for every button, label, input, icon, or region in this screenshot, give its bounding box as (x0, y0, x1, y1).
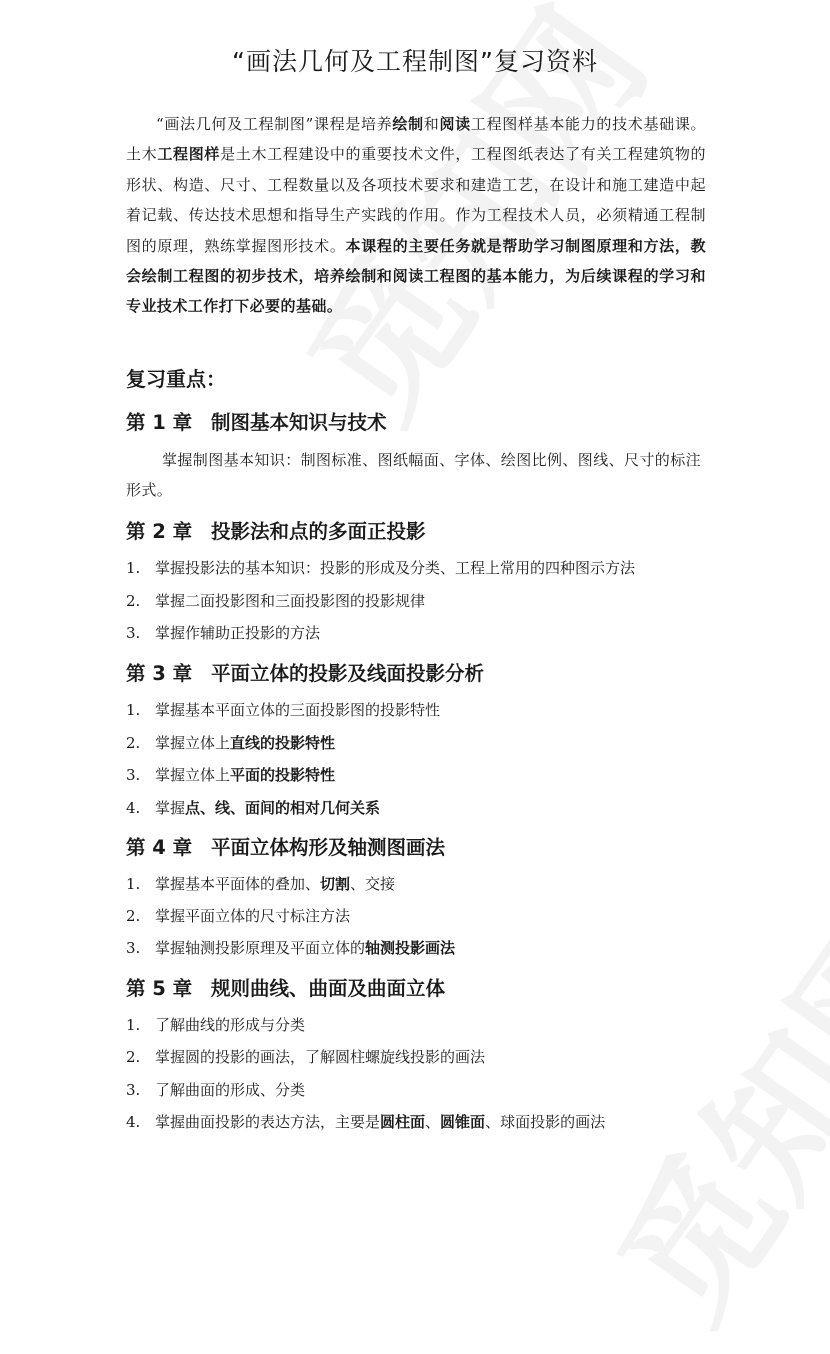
chapter-number: 第 3 章 (126, 662, 193, 685)
item-text: 、交接 (350, 875, 396, 893)
list-item (126, 1014, 305, 1035)
intro-text: 工程图样基本能力的技术基础课。土木 (126, 115, 706, 164)
item-number: 2. (126, 592, 141, 610)
intro-text: “画法几何及工程制图”课程是培养 (156, 115, 393, 133)
document-title: “画法几何及工程制图”复习资料 (232, 47, 598, 76)
list-item (126, 699, 440, 720)
item-text: 了解曲面的形成、分类 (155, 1081, 306, 1099)
chapter-title: 规则曲线、曲面及曲面立体 (211, 977, 446, 1000)
chapter-5-heading (126, 973, 445, 1001)
intro-text: 是土木工程建设中的重要技术文件，工程图纸表达了有关工程建筑物的形状、构造、尺寸、工程数量以及各项技术要求和建造工艺，在设计和施工建造中起着记载、传达技术思想和指导生产实践的作用。作为工程技术人员，必须精通工程制图的原理，熟练掌握图形技术。 (126, 145, 706, 255)
list-item (126, 590, 425, 611)
chapter-title: 平面立体构形及轴测图画法 (211, 836, 446, 859)
chapter-number: 第 4 章 (126, 836, 193, 859)
item-number: 1. (126, 1016, 141, 1034)
item-text-bold: 切割 (320, 875, 351, 893)
item-number: 1. (126, 559, 141, 577)
chapter-4-heading (126, 832, 445, 860)
item-number: 1. (126, 701, 141, 719)
list-item (126, 732, 335, 753)
item-number: 3. (126, 939, 141, 957)
chapter-title: 平面立体的投影及线面投影分析 (211, 662, 485, 685)
watermark-lower (560, 861, 830, 1354)
intro-text-bold: 阅读 (439, 115, 471, 133)
list-item (126, 1046, 485, 1067)
intro-text-bold: 本课程的主要任务就是帮助学习制图原理和方法，教会绘制工程图的初步技术，培养绘制和阅读工程图的基本能力，为后续课程的学习和专业技术工作打下必要的基础。 (126, 236, 706, 316)
item-text-bold: 轴测投影画法 (365, 939, 456, 957)
chapter-number: 第 1 章 (126, 411, 193, 434)
item-number: 2. (126, 907, 141, 925)
item-text: 掌握基本平面体的叠加、 (155, 875, 321, 893)
item-text: 掌握轴测投影原理及平面立体的 (155, 939, 366, 957)
chapter-1-heading (126, 407, 387, 435)
list-item (126, 557, 635, 578)
list-item (126, 1079, 305, 1100)
item-text: 掌握投影法的基本知识：投影的形成及分类、工程上常用的四种图示方法 (155, 559, 636, 577)
item-text-bold: 圆柱面 (380, 1113, 426, 1131)
item-number: 2. (126, 1048, 141, 1066)
review-heading: 复习重点： (126, 367, 226, 391)
list-item (126, 764, 335, 785)
item-number: 4. (126, 1113, 141, 1131)
item-text-bold: 直线的投影特性 (230, 734, 336, 752)
item-text: 掌握曲面投影的表达方法，主要是 (155, 1113, 381, 1131)
item-text: 、球面投影的画法 (485, 1113, 606, 1131)
intro-text-bold: 工程图样 (157, 145, 221, 164)
item-text: 了解曲线的形成与分类 (155, 1016, 306, 1034)
item-text-bold: 圆锥面 (440, 1113, 486, 1131)
item-text: 掌握平面立体的尺寸标注方法 (155, 907, 351, 925)
chapter-number: 第 5 章 (126, 977, 193, 1000)
list-item (126, 1111, 605, 1132)
chapter-2-heading (126, 516, 426, 544)
item-text: 掌握基本平面立体的三面投影图的投影特性 (155, 701, 441, 719)
chapter-1-paragraph: 掌握制图基本知识：制图标准、图纸幅面、字体、绘图比例、图线、尺寸的标注形式。 (126, 451, 702, 499)
list-item (126, 873, 395, 894)
list-item (126, 797, 380, 818)
list-item (126, 622, 320, 643)
item-text: 掌握二面投影图和三面投影图的投影规律 (155, 592, 426, 610)
item-number: 2. (126, 734, 141, 752)
item-text-bold: 点、线、面间的相对几何关系 (185, 799, 381, 817)
item-text: 、 (425, 1113, 441, 1131)
item-number: 3. (126, 1081, 141, 1099)
item-text: 掌握立体上 (155, 734, 231, 752)
item-number: 3. (126, 624, 141, 642)
item-number: 3. (126, 766, 141, 784)
item-text: 掌握作辅助正投影的方法 (155, 624, 321, 642)
item-text-bold: 平面的投影特性 (230, 766, 336, 784)
item-text: 掌握立体上 (155, 766, 231, 784)
chapter-3-heading (126, 658, 484, 686)
chapter-title: 制图基本知识与技术 (211, 411, 387, 434)
intro-text: 和 (423, 115, 440, 133)
item-text: 掌握 (155, 799, 186, 817)
item-number: 1. (126, 875, 141, 893)
intro-paragraph (126, 109, 706, 322)
chapter-number: 第 2 章 (126, 520, 193, 543)
list-item (126, 905, 350, 926)
list-item (126, 937, 455, 958)
chapter-title: 投影法和点的多面正投影 (211, 520, 426, 543)
item-number: 4. (126, 799, 141, 817)
intro-text-bold: 绘制 (392, 115, 424, 133)
item-text: 掌握圆的投影的画法，了解圆柱螺旋线投影的画法 (155, 1048, 486, 1066)
